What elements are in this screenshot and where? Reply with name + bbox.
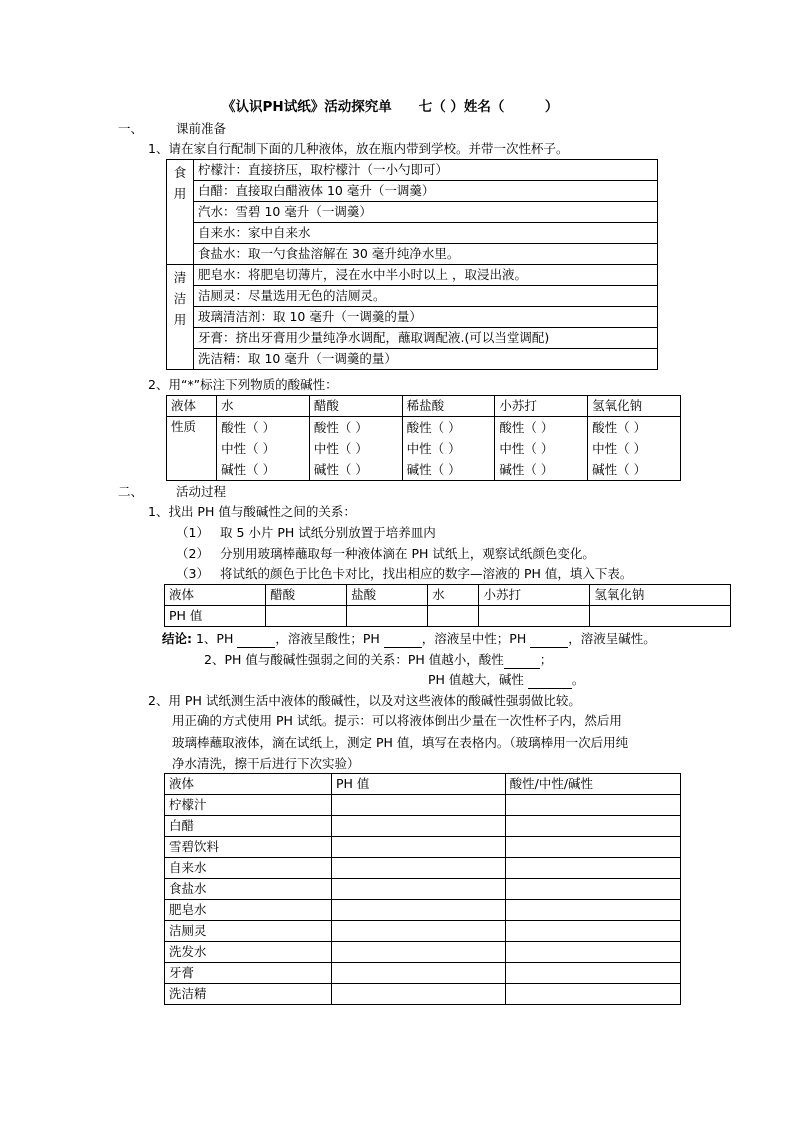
acidity-option[interactable]: 中性（ ） xyxy=(221,441,276,456)
test-acidity-cell[interactable] xyxy=(505,816,680,837)
test-liquid-name: 雪碧饮料 xyxy=(165,837,332,858)
test-liquid-name: 洗发水 xyxy=(165,942,332,963)
test-row xyxy=(165,942,681,963)
prep-row xyxy=(167,265,658,286)
prep-category-cell xyxy=(167,160,194,265)
prep-item: 洁厕灵：尽量选用无色的洁厕灵。 xyxy=(194,286,658,307)
ph-header-cell: 液体 xyxy=(165,585,266,606)
conclusion-line3-prefix: PH 值越大，碱性 xyxy=(428,672,528,687)
acidity-option[interactable]: 碱性（ ） xyxy=(499,462,554,477)
conclusion-label: 结论: xyxy=(162,631,192,646)
blank-neutral-ph[interactable] xyxy=(384,631,422,648)
acidity-option[interactable]: 酸性（ ） xyxy=(499,420,554,435)
acidity-option[interactable]: 酸性（ ） xyxy=(406,420,461,435)
prep-row xyxy=(167,328,658,349)
prep-category-char: 清 xyxy=(173,270,187,285)
acidity-option[interactable]: 中性（ ） xyxy=(313,441,368,456)
ph-header-cell: 盐酸 xyxy=(347,585,428,606)
ph-header-cell: 小苏打 xyxy=(479,585,590,606)
ph-value-cell[interactable] xyxy=(347,606,428,627)
test-row xyxy=(165,837,681,858)
page-title: 《认识PH试纸》活动探究单 七（ ）姓名（ ） xyxy=(222,99,559,115)
prep-row xyxy=(167,307,658,328)
step-3-text: 将试纸的颜色于比色卡对比，找出相应的数字—溶液的 PH 值，填入下表。 xyxy=(220,566,633,581)
test-row xyxy=(165,900,681,921)
blank-basicity-trend[interactable] xyxy=(528,672,572,689)
prep-category-cell xyxy=(167,265,194,370)
prep-item: 洗洁精：取 10 毫升（一调羹的量） xyxy=(194,349,658,370)
section1-number: 一、 xyxy=(118,121,144,136)
prep-item: 肥皂水：将肥皂切薄片，浸在水中半小时以上 ，取浸出液。 xyxy=(194,265,658,286)
prop-header-row xyxy=(167,396,681,417)
acidity-mark-table xyxy=(166,395,681,481)
test-liquid-name: 洁厕灵 xyxy=(165,921,332,942)
test-row xyxy=(165,816,681,837)
conclusion-line-3 xyxy=(428,672,584,689)
item2-desc-line-2: 玻璃棒蘸取液体，滴在试纸上，测定 PH 值，填写在表格内。（玻璃棒用一次后用纯 xyxy=(172,735,629,750)
prep-item: 柠檬汁：直接挤压，取柠檬汁（一小勺即可） xyxy=(194,160,658,181)
prop-option-cell xyxy=(402,417,495,481)
test-row xyxy=(165,879,681,900)
section2-number: 二、 xyxy=(118,484,144,499)
test-ph-cell[interactable] xyxy=(331,879,505,900)
test-acidity-cell[interactable] xyxy=(505,837,680,858)
prep-item: 牙膏：挤出牙膏用少量纯净水调配，蘸取调配液.(可以当堂调配) xyxy=(194,328,658,349)
step-3-number: （3） xyxy=(176,566,209,581)
ph-value-cell[interactable] xyxy=(479,606,590,627)
section1-item2: 2、用“*”标注下列物质的酸碱性： xyxy=(148,377,338,392)
test-ph-cell[interactable] xyxy=(331,837,505,858)
test-acidity-cell[interactable] xyxy=(505,921,680,942)
prop-option-cell xyxy=(217,417,310,481)
test-liquid-name: 白醋 xyxy=(165,816,332,837)
item2-desc-line-3: 净水清洗，擦干后进行下次实验） xyxy=(172,756,360,771)
prep-row xyxy=(167,181,658,202)
conclusion-text-c: ，溶液呈中性；PH xyxy=(421,631,531,646)
section1-heading: 课前准备 xyxy=(176,121,227,136)
test-ph-cell[interactable] xyxy=(331,858,505,879)
step-1-number: （1） xyxy=(176,525,209,540)
ph-header-cell: 氢氧化钠 xyxy=(590,585,731,606)
prop-option-row xyxy=(167,417,681,481)
conclusion-line-1 xyxy=(162,631,656,648)
liquid-test-table xyxy=(164,773,681,1005)
test-ph-cell[interactable] xyxy=(331,816,505,837)
test-ph-cell[interactable] xyxy=(331,921,505,942)
prop-option-cell xyxy=(495,417,588,481)
section2-item2: 2、用 PH 试纸测生活中液体的酸碱性，以及对这些液体的酸碱性强弱做比较。 xyxy=(148,693,581,708)
test-ph-cell[interactable] xyxy=(331,942,505,963)
ph-value-row xyxy=(165,606,731,627)
prep-row xyxy=(167,202,658,223)
section2-heading: 活动过程 xyxy=(176,484,227,499)
prep-item: 自来水：家中自来水 xyxy=(194,223,658,244)
prop-header-cell: 液体 xyxy=(167,396,217,417)
conclusion-line-2 xyxy=(204,652,552,669)
ph-row-label: PH 值 xyxy=(165,606,266,627)
blank-base-ph[interactable] xyxy=(530,631,568,648)
acidity-option[interactable]: 中性（ ） xyxy=(499,441,554,456)
acidity-option[interactable]: 酸性（ ） xyxy=(592,420,647,435)
prep-item: 食盐水：取一勺食盐溶解在 30 毫升纯净水里。 xyxy=(194,244,658,265)
prep-category-char: 用 xyxy=(173,186,187,201)
acidity-option[interactable]: 中性（ ） xyxy=(406,441,461,456)
conclusion-text-d: ，溶液呈碱性。 xyxy=(568,631,656,646)
test-acidity-cell[interactable] xyxy=(505,858,680,879)
conclusion-text-b: ，溶液呈酸性；PH xyxy=(275,631,384,646)
liquids-prep-table xyxy=(166,159,658,370)
ph-header-row xyxy=(165,585,731,606)
acidity-option[interactable]: 碱性（ ） xyxy=(313,462,368,477)
prop-header-cell: 醋酸 xyxy=(309,396,402,417)
prep-item: 汽水：雪碧 10 毫升（一调羹） xyxy=(194,202,658,223)
test-row xyxy=(165,858,681,879)
test-ph-cell[interactable] xyxy=(331,984,505,1005)
prep-row xyxy=(167,160,658,181)
test-acidity-cell[interactable] xyxy=(505,879,680,900)
prop-header-cell: 氢氧化钠 xyxy=(588,396,681,417)
conclusion-line3-suffix: 。 xyxy=(571,672,585,687)
test-row xyxy=(165,963,681,984)
test-liquid-name: 食盐水 xyxy=(165,879,332,900)
prop-header-cell: 稀盐酸 xyxy=(402,396,495,417)
test-acidity-cell[interactable] xyxy=(505,795,680,816)
prop-header-cell: 水 xyxy=(217,396,310,417)
ph-header-cell: 水 xyxy=(428,585,479,606)
prep-item: 白醋：直接取白醋液体 10 毫升（一调羹） xyxy=(194,181,658,202)
test-header-cell: 液体 xyxy=(165,774,332,795)
acidity-option[interactable]: 酸性（ ） xyxy=(221,420,276,435)
test-ph-cell[interactable] xyxy=(331,900,505,921)
test-row xyxy=(165,795,681,816)
section1-item1: 1、请在家自行配制下面的几种液体，放在瓶内带到学校。并带一次性杯子。 xyxy=(148,141,569,156)
acidity-option[interactable]: 碱性（ ） xyxy=(592,462,647,477)
ph-header-cell: 醋酸 xyxy=(266,585,347,606)
test-row xyxy=(165,984,681,1005)
test-acidity-cell[interactable] xyxy=(505,942,680,963)
conclusion-line2-suffix: ； xyxy=(539,652,553,667)
prop-option-cell xyxy=(309,417,402,481)
item2-desc-line-1: 用正确的方式使用 PH 试纸。提示：可以将液体倒出少量在一次性杯子内，然后用 xyxy=(172,713,622,728)
blank-acidity-trend[interactable] xyxy=(504,652,540,669)
test-acidity-cell[interactable] xyxy=(505,963,680,984)
prop-row-label: 性质 xyxy=(167,417,217,481)
prep-row xyxy=(167,349,658,370)
test-liquid-name: 柠檬汁 xyxy=(165,795,332,816)
prep-row xyxy=(167,223,658,244)
test-acidity-cell[interactable] xyxy=(505,900,680,921)
step-2-text: 分别用玻璃棒蘸取每一种液体滴在 PH 试纸上，观察试纸颜色变化。 xyxy=(220,546,595,561)
ph-value-cell[interactable] xyxy=(266,606,347,627)
prep-category-char: 洁 xyxy=(173,291,187,306)
test-ph-cell[interactable] xyxy=(331,795,505,816)
acidity-option[interactable]: 中性（ ） xyxy=(592,441,647,456)
test-header-cell: PH 值 xyxy=(331,774,505,795)
conclusion-line2-prefix: 2、PH 值与酸碱性强弱之间的关系：PH 值越小，酸性 xyxy=(204,652,504,667)
conclusion-text-a: 1、PH xyxy=(195,631,238,646)
prep-row xyxy=(167,286,658,307)
test-liquid-name: 自来水 xyxy=(165,858,332,879)
prep-row xyxy=(167,244,658,265)
test-header-cell: 酸性/中性/碱性 xyxy=(505,774,680,795)
prop-option-cell xyxy=(588,417,681,481)
acidity-option[interactable]: 酸性（ ） xyxy=(313,420,368,435)
blank-acid-ph[interactable] xyxy=(237,631,275,648)
acidity-option[interactable]: 碱性（ ） xyxy=(406,462,461,477)
ph-value-cell[interactable] xyxy=(590,606,731,627)
test-liquid-name: 肥皂水 xyxy=(165,900,332,921)
prep-category-char: 用 xyxy=(173,312,187,327)
ph-value-table xyxy=(164,584,731,627)
test-ph-cell[interactable] xyxy=(331,963,505,984)
test-acidity-cell[interactable] xyxy=(505,984,680,1005)
step-1-text: 取 5 小片 PH 试纸分别放置于培养皿内 xyxy=(220,525,436,540)
test-row xyxy=(165,921,681,942)
test-liquid-name: 洗洁精 xyxy=(165,984,332,1005)
step-2-number: （2） xyxy=(176,546,209,561)
acidity-option[interactable]: 碱性（ ） xyxy=(221,462,276,477)
prep-category-char: 食 xyxy=(173,165,187,180)
prep-item: 玻璃清洁剂：取 10 毫升（一调羹的量） xyxy=(194,307,658,328)
ph-value-cell[interactable] xyxy=(428,606,479,627)
prop-header-cell: 小苏打 xyxy=(495,396,588,417)
section2-item1: 1、找出 PH 值与酸碱性之间的关系： xyxy=(148,504,356,519)
test-header-row xyxy=(165,774,681,795)
test-liquid-name: 牙膏 xyxy=(165,963,332,984)
